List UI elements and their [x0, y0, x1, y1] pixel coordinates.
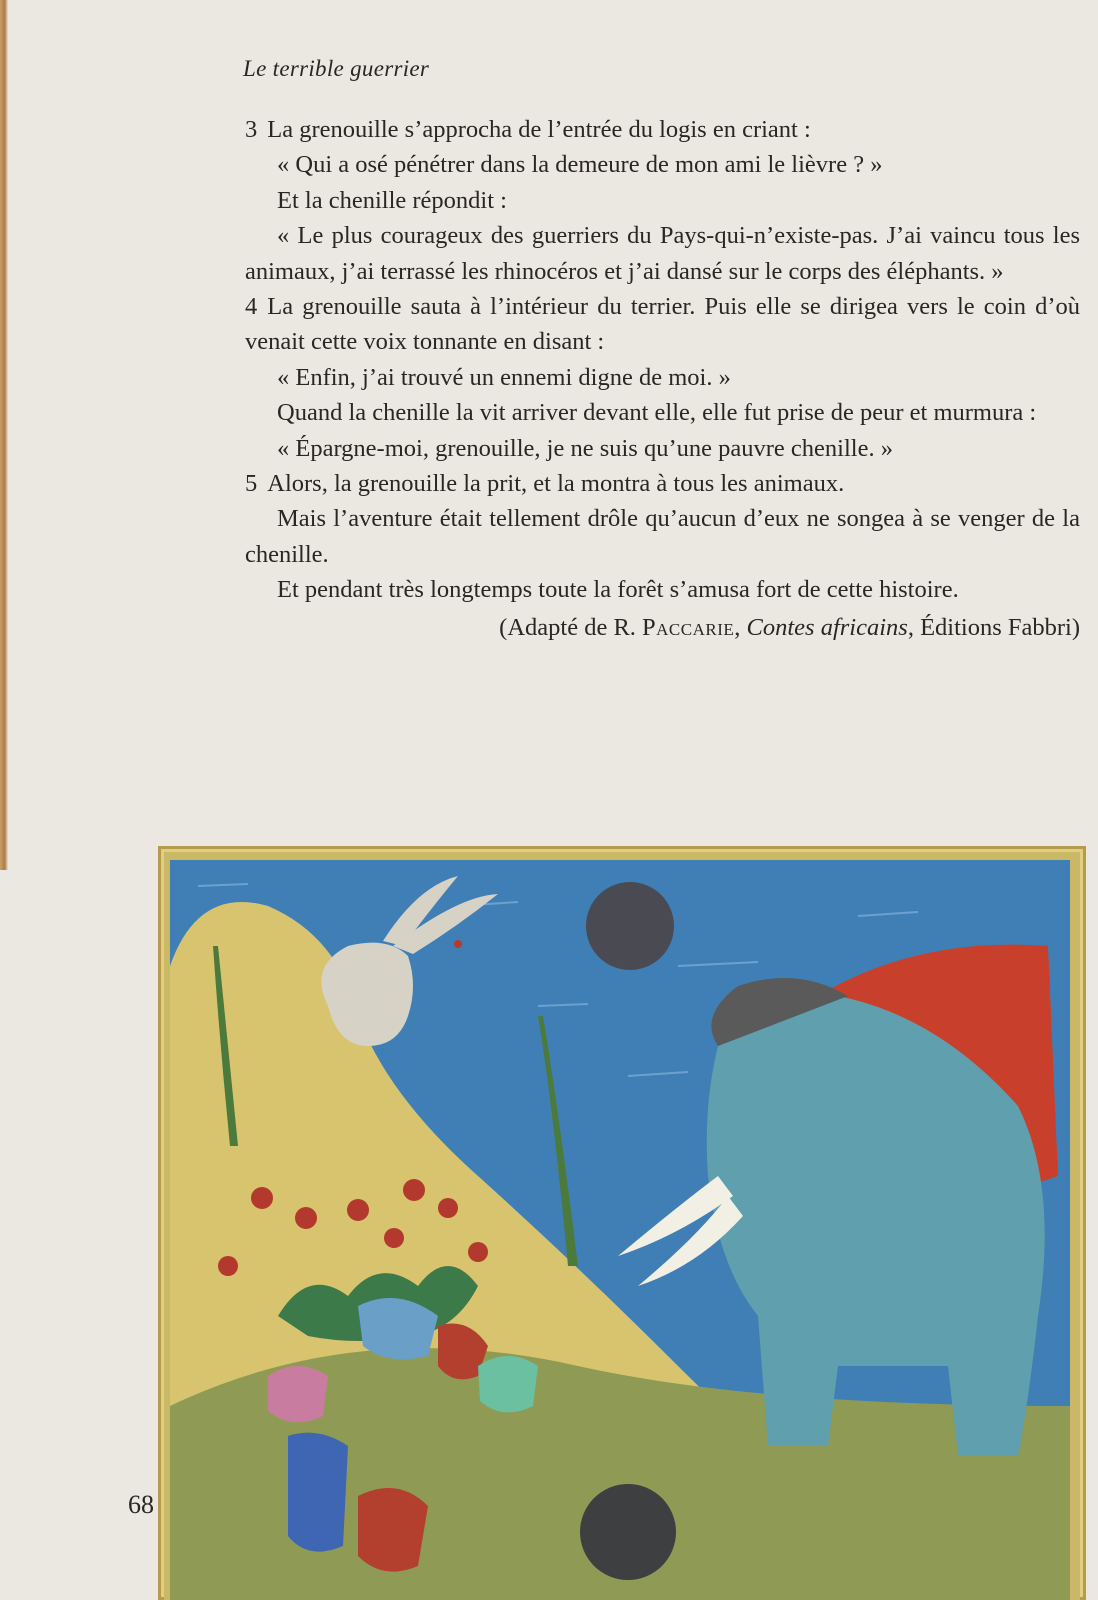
paragraph-5: 5 Alors, la grenouille la prit, et la montra à tous les animaux.	[245, 466, 1080, 501]
section-number: 3	[245, 116, 258, 143]
paragraph-frog-speech: « Enfin, j’ai trouvé un ennemi digne de moi. »	[277, 363, 731, 391]
paragraph-ending: Et pendant très longtemps toute la forêt s’amusa fort de cette histoire.	[277, 576, 959, 604]
paragraph-4: 4 La grenouille sauta à l’intérieur du terrier. Puis elle se dirigea vers le coin d’où venait cette voix tonnante en disant :	[245, 289, 1080, 360]
paragraph-question: « Qui a osé pénétrer dans la demeure de mon ami le lièvre ? »	[277, 151, 883, 179]
paragraph-caterpillar-boast: « Le plus courageux des guerriers du Pays-qui-n’existe-pas. J’ai vaincu tous les animaux, j’ai terrassé les rhinocéros et j’ai dansé sur le corps des éléphants. »	[245, 222, 1080, 285]
dark-ball	[580, 1484, 676, 1580]
paragraph-adventure: Mais l’aventure était tellement drôle qu’aucun d’eux ne songea à se venger de la chenille.	[245, 505, 1080, 568]
section-number: 4	[245, 293, 258, 321]
paragraph-caterpillar-plea: « Épargne-moi, grenouille, je ne suis qu’une pauvre chenille. »	[277, 434, 893, 462]
section-number: 5	[245, 470, 258, 498]
source-citation: (Adapté de R. Paccarie, Contes africains, Éditions Fabbri)	[499, 613, 1080, 641]
page-number: 68	[128, 1490, 154, 1519]
paragraph-caterpillar-fear: Quand la chenille la vit arriver devant elle, elle fut prise de peur et murmura :	[277, 399, 1037, 427]
paragraph-3: 3 La grenouille s’approcha de l’entrée du logis en criant :	[245, 112, 1080, 147]
story-text	[245, 112, 1080, 645]
page-edge	[0, 0, 8, 870]
illustration-art	[158, 846, 1086, 1600]
running-title: Le terrible guerrier	[243, 56, 430, 81]
miniature-illustration	[158, 846, 1086, 1600]
dark-sun	[586, 882, 674, 970]
paragraph-reply-intro: Et la chenille répondit :	[277, 186, 507, 214]
